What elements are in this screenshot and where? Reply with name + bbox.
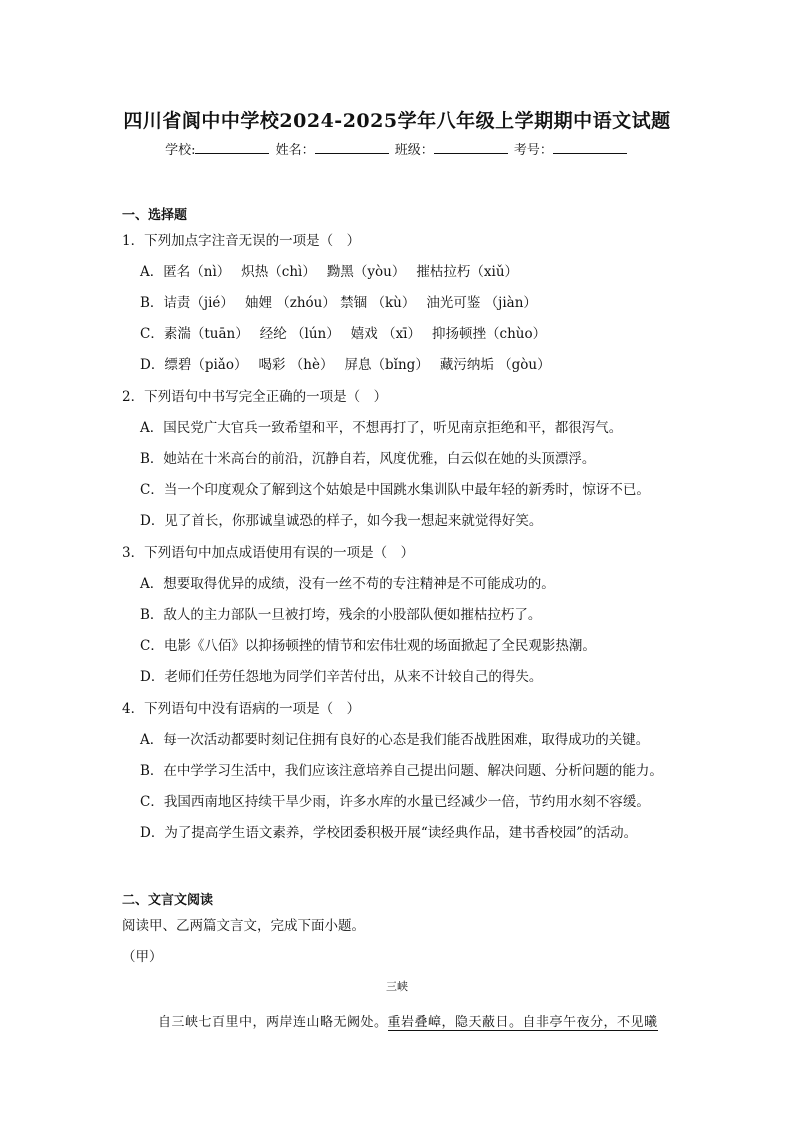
passage-text-underlined: 重岩叠嶂，隐天蔽日。自非亭午夜分，不见曦 (387, 1015, 658, 1030)
section-heading-classical: 二、文言文阅读 (122, 893, 214, 908)
question-option: C．当一个印度观众了解到这个姑娘是中国跳水集训队中最年轻的新秀时，惊讶不已。 (140, 482, 650, 498)
page-title: 四川省阆中中学校2024-2025学年八年级上学期期中语文试题 (123, 110, 671, 132)
passage-text (158, 1011, 658, 1030)
question-option: D．老师们任劳任怨地为同学们辛苦付出，从来不计较自己的得失。 (140, 669, 543, 685)
exam-number-blank[interactable] (553, 141, 627, 154)
question-stem: 3．下列语句中加点成语使用有误的一项是（ ） (122, 545, 415, 561)
reading-instruction: 阅读甲、乙两篇文言文，完成下面小题。 (122, 918, 365, 934)
question-option: C．电影《八佰》以抑扬顿挫的情节和宏伟壮观的场面掀起了全民观影热潮。 (140, 638, 596, 654)
question-stem: 2．下列语句中书写完全正确的一项是（ ） (122, 389, 388, 405)
question-option: A．国民党广大官兵一致希望和平，不想再打了，听见南京拒绝和平，都很泻气。 (140, 420, 623, 436)
question-option: B．在中学学习生活中，我们应该注意培养自己提出问题、解决问题、分析问题的能力。 (140, 763, 663, 779)
passage-title: 三峡 (386, 980, 408, 993)
question-option: A．匿名（nì） 炽热（chì） 黝黑（yòu） 摧枯拉朽（xiǔ） (140, 264, 519, 280)
question-option: B．敌人的主力部队一旦被打垮，残余的小股部队便如摧枯拉朽了。 (140, 607, 542, 623)
passage-label: （甲） (122, 949, 163, 965)
question-option: D．见了首长，你那诚皇诚恐的样子，如今我一想起来就觉得好笑。 (140, 513, 543, 529)
question-option: C．素湍（tuān） 经纶 （lún） 嬉戏 （xī） 抑扬顿挫（chùo） (140, 326, 547, 342)
question-option: D．为了提高学生语文素养，学校团委积极开展“读经典作品，建书香校园”的活动。 (140, 825, 638, 841)
class-label: 班级： (394, 143, 434, 158)
question-option: C．我国西南地区持续干旱少雨，许多水库的水量已经减少一倍，节约用水刻不容缓。 (140, 794, 650, 810)
question-option: B．她站在十米高台的前沿，沉静自若，风度优雅，白云似在她的头顶漂浮。 (140, 451, 596, 467)
question-option: B．诘责（jié） 妯娌 （zhóu） 禁锢 （kù） 油光可鉴 （jiàn） (140, 295, 537, 311)
class-blank[interactable] (434, 141, 508, 154)
question-option: D．缥碧（piǎo） 喝彩 （hè） 屏息（bǐng） 藏污纳垢 （gòu） (140, 357, 551, 373)
passage-text-plain: 自三峡七百里中，两岸连山略无阙处。 (158, 1015, 388, 1030)
school-blank[interactable] (195, 141, 269, 154)
school-label: 学校: (165, 143, 196, 158)
question-option: A．想要取得优异的成绩，没有一丝不苟的专注精神是不可能成功的。 (140, 576, 555, 592)
exam-number-label: 考号： (513, 143, 553, 158)
question-stem: 1．下列加点字注音无误的一项是（ ） (122, 233, 361, 249)
name-blank[interactable] (315, 141, 389, 154)
question-option: A．每一次活动都要时刻记住拥有良好的心态是我们能否战胜困难，取得成功的关键。 (140, 732, 650, 748)
student-info-line (0, 139, 794, 158)
section-heading-choice: 一、选择题 (122, 208, 188, 223)
name-label: 姓名： (275, 143, 315, 158)
question-stem: 4．下列语句中没有语病的一项是（ ） (122, 701, 361, 717)
